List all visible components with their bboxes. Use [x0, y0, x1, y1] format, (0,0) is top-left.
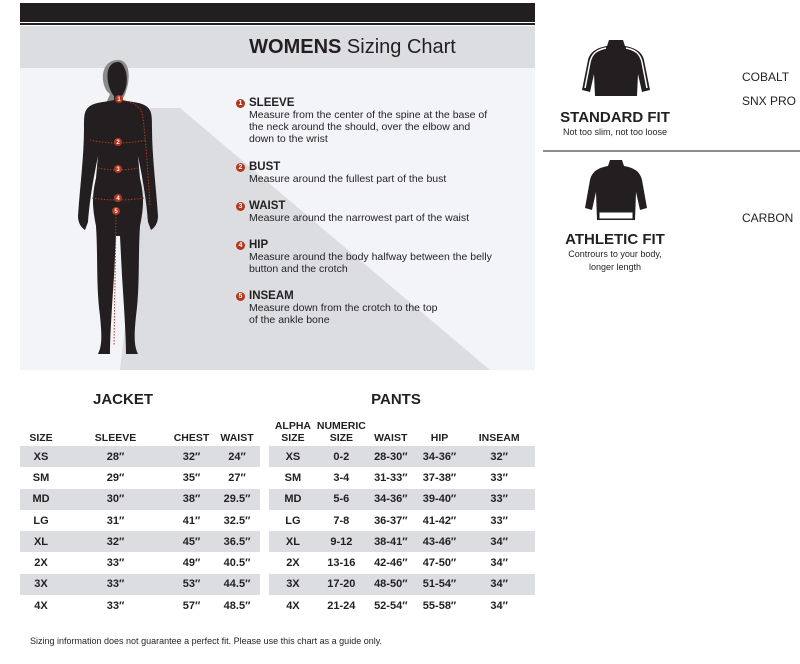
- jacket-header: WAIST: [220, 432, 254, 444]
- divider: [543, 150, 800, 152]
- jacket-title: JACKET: [92, 391, 153, 408]
- table-cell: SM: [284, 471, 302, 484]
- table-cell: 13-16: [327, 557, 356, 570]
- table-cell: 29″: [106, 471, 125, 484]
- measure-waist: 3 WAIST Measure around the narrowest part of the waist: [236, 200, 496, 224]
- table-cell: XL: [20, 531, 62, 552]
- pants-title: PANTS: [371, 391, 421, 408]
- table-cell: 28″: [62, 446, 169, 467]
- table-row: [269, 552, 535, 573]
- table-cell: 4X: [34, 599, 48, 612]
- measure-hip: 4 HIP Measure around the body halfway between the belly button and the crotch: [236, 239, 496, 275]
- table-cell: SM: [32, 471, 50, 484]
- table-cell: XS: [20, 446, 62, 467]
- pants-header: INSEAM: [478, 432, 520, 444]
- table-cell: 41″: [182, 514, 201, 527]
- table-cell: 3X: [20, 574, 62, 595]
- woman-silhouette-figure: [68, 56, 168, 362]
- table-cell: 27″: [228, 471, 246, 484]
- table-cell: 31″: [106, 514, 125, 527]
- marker-4: 4: [116, 196, 120, 202]
- table-cell: 52-54″: [374, 599, 408, 612]
- table-cell: 34″: [463, 531, 535, 552]
- measure-bust: 2 BUST Measure around the fullest part of the bust: [236, 161, 496, 185]
- table-cell: 44.5″: [214, 574, 260, 595]
- marker-1: 1: [117, 97, 121, 103]
- table-cell: 32″: [463, 446, 535, 467]
- table-row: [20, 467, 260, 488]
- table-cell: 34-36″: [416, 446, 464, 467]
- table-cell: 34″: [490, 599, 508, 612]
- table-row: [269, 510, 535, 531]
- marker-2: 2: [116, 140, 120, 146]
- table-cell: 57″: [182, 599, 201, 612]
- standard-fit: STANDARD FIT Not too slim, not too loose: [560, 109, 670, 137]
- table-cell: 30″: [62, 489, 169, 510]
- table-cell: XS: [269, 446, 317, 467]
- standard-jacket-icon: [580, 38, 652, 98]
- top-bar: [20, 3, 535, 22]
- table-cell: 5-6: [317, 489, 366, 510]
- table-cell: 34-36″: [366, 489, 416, 510]
- table-cell: 0-2: [317, 446, 366, 467]
- table-cell: MD: [20, 489, 62, 510]
- table-cell: 33″: [490, 471, 508, 484]
- table-cell: 48.5″: [223, 599, 251, 612]
- measure-inseam: 5 INSEAM Measure down from the crotch to the top of the ankle bone: [236, 290, 446, 326]
- table-cell: LG: [285, 514, 301, 527]
- jacket-header: SIZE: [29, 432, 53, 444]
- table-cell: 34″: [490, 557, 508, 570]
- table-cell: 53″: [169, 574, 214, 595]
- table-cell: 31-33″: [374, 471, 408, 484]
- table-cell: 24″: [214, 446, 260, 467]
- jacket-header: CHEST: [173, 432, 210, 444]
- pants-table: [269, 420, 535, 616]
- table-cell: 48-50″: [366, 574, 416, 595]
- table-cell: 2X: [34, 557, 48, 570]
- table-cell: 33″: [490, 514, 508, 527]
- table-cell: 47-50″: [422, 557, 457, 570]
- table-cell: 38″: [169, 489, 214, 510]
- page-title: WOMENS Sizing Chart: [249, 36, 456, 58]
- table-row: [20, 552, 260, 573]
- table-cell: 7-8: [333, 514, 350, 527]
- table-cell: 34″: [463, 574, 535, 595]
- marker-3: 3: [116, 167, 120, 173]
- table-row: [269, 467, 535, 488]
- jacket-header: SLEEVE: [94, 432, 137, 444]
- table-cell: 29.5″: [214, 489, 260, 510]
- table-cell: 43-46″: [416, 531, 464, 552]
- table-cell: LG: [33, 514, 49, 527]
- table-cell: MD: [269, 489, 317, 510]
- table-cell: 3-4: [333, 471, 350, 484]
- table-row: [20, 489, 260, 510]
- measure-sleeve: 1 SLEEVE Measure from the center of the spine at the base of the neck around the should, over the elbow and down to the wrist: [236, 97, 496, 145]
- table-row: [20, 446, 260, 467]
- table-cell: 51-54″: [416, 574, 464, 595]
- table-row: [20, 574, 260, 595]
- table-cell: 21-24: [327, 599, 356, 612]
- table-cell: 36-37″: [374, 514, 408, 527]
- table-row: [269, 489, 535, 510]
- jacket-table: [20, 420, 260, 616]
- table-cell: 41-42″: [422, 514, 457, 527]
- table-cell: 38-41″: [366, 531, 416, 552]
- table-row: [20, 510, 260, 531]
- table-row: [20, 595, 260, 616]
- marker-5: 5: [114, 209, 118, 215]
- pants-header: NUMERIC SIZE: [316, 420, 366, 444]
- table-row: [20, 531, 260, 552]
- table-cell: 36.5″: [214, 531, 260, 552]
- pants-header: ALPHA SIZE: [274, 420, 312, 444]
- table-row: [269, 531, 535, 552]
- table-cell: 37-38″: [422, 471, 457, 484]
- table-row: [269, 574, 535, 595]
- table-cell: XL: [269, 531, 317, 552]
- pants-header: WAIST: [374, 432, 408, 444]
- divider: [20, 23, 535, 25]
- table-cell: 40.5″: [223, 557, 251, 570]
- table-cell: 2X: [286, 557, 300, 570]
- table-cell: 32″: [62, 531, 169, 552]
- table-cell: 28-30″: [366, 446, 416, 467]
- disclaimer: Sizing information does not guarantee a perfect fit. Please use this chart as a guide only.: [30, 636, 383, 646]
- model-cobalt: COBALT: [742, 70, 790, 84]
- table-cell: 32.5″: [223, 514, 251, 527]
- table-cell: 3X: [269, 574, 317, 595]
- table-cell: 33″: [463, 489, 535, 510]
- table-row: [269, 446, 535, 467]
- table-cell: 33″: [106, 599, 125, 612]
- table-cell: 42-46″: [374, 557, 408, 570]
- model-snx-pro: SNX PRO: [742, 94, 797, 108]
- table-cell: 33″: [106, 557, 125, 570]
- athletic-fit: ATHLETIC FIT Contrours to your body, longer length: [565, 231, 665, 272]
- athletic-jacket-icon: [583, 158, 649, 222]
- table-cell: 4X: [286, 599, 300, 612]
- table-cell: 9-12: [317, 531, 366, 552]
- table-cell: 55-58″: [422, 599, 457, 612]
- table-cell: 33″: [62, 574, 169, 595]
- table-cell: 17-20: [317, 574, 366, 595]
- table-cell: 35″: [182, 471, 201, 484]
- table-row: [269, 595, 535, 616]
- table-cell: 49″: [182, 557, 201, 570]
- table-cell: 39-40″: [416, 489, 464, 510]
- model-carbon: CARBON: [742, 211, 794, 225]
- pants-header: HIP: [430, 432, 449, 444]
- table-cell: 32″: [169, 446, 214, 467]
- table-cell: 45″: [169, 531, 214, 552]
